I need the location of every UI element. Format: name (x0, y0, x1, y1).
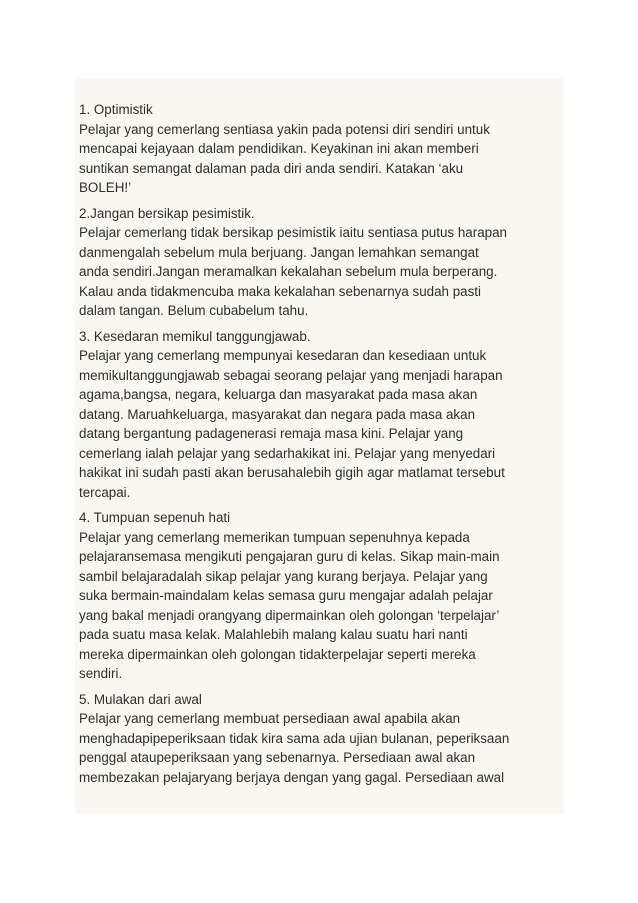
section-1 (79, 100, 564, 198)
paragraph-line: suka bermain-maindalam kelas semasa guru mengajar adalah pelajar (79, 588, 493, 603)
paragraph-line: Pelajar yang cemerlang sentiasa yakin pada potensi diri sendiri untuk (79, 121, 490, 137)
paragraph-line: penggal ataupeperiksaan yang sebenarnya. Persediaan awal akan (79, 750, 476, 765)
paragraph-line: memikultanggungjawab sebagai seorang pelajar yang menjadi harapan (79, 367, 503, 383)
section-3 (79, 327, 564, 503)
section-2 (79, 204, 564, 321)
section-heading: 5. Mulakan dari awal (79, 691, 202, 707)
paragraph-line: menghadapipeperiksaan tidak kira sama ada ujian bulanan, peperiksaan (79, 730, 510, 746)
paragraph-line: mencapai kejayaan dalam pendidikan. Keyakinan ini akan memberi (79, 141, 479, 156)
paragraph-line: BOLEH!’ (79, 180, 132, 195)
paragraph-line: Kalau anda tidakmencuba maka kekalahan sebenarnya sudah pasti (79, 283, 481, 299)
section-heading: 2.Jangan bersikap pesimistik. (79, 205, 255, 221)
paragraph-line: pada suatu masa kelak. Malahlebih malang kalau suatu hari nanti (79, 627, 468, 642)
paragraph-line: sambil belajaradalah sikap pelajar yang kurang berjaya. Pelajar yang (79, 568, 488, 584)
paragraph-line: anda sendiri.Jangan meramalkan kekalahan sebelum mula berperang. (79, 264, 498, 279)
paragraph-line: hakikat ini sudah pasti akan berusahalebih gigih agar matlamat tersebut (79, 465, 505, 480)
paragraph-line: tercapai. (79, 484, 131, 500)
section-5 (79, 690, 564, 788)
paragraph-line: dalam tangan. Belum cubabelum tahu. (79, 303, 309, 318)
paragraph-line: cemerlang ialah pelajar yang sedarhakikat ini. Pelajar yang menyedari (79, 445, 496, 461)
paragraph-line: Pelajar yang cemerlang membuat persediaan awal apabila akan (79, 711, 461, 726)
section-heading: 1. Optimistik (79, 102, 153, 117)
paragraph-line: agama,bangsa, negara, keluarga dan masyarakat pada masa akan (79, 387, 478, 402)
paragraph-line: danmengalah sebelum mula berjuang. Jangan lemahkan semangat (79, 244, 479, 260)
paragraph-line: datang bergantung padagenerasi remaja masa kini. Pelajar yang (79, 426, 464, 441)
section-heading: 3. Kesedaran memikul tanggungjawab. (79, 328, 311, 344)
section-heading: 4. Tumpuan sepenuh hati (79, 510, 231, 525)
paragraph-line: Pelajar yang cemerlang memerikan tumpuan sepenuhnya kepada (79, 529, 470, 545)
paragraph-line: datang. Maruahkeluarga, masyarakat dan negara pada masa akan (79, 406, 476, 422)
paragraph-line: membezakan pelajaryang berjaya dengan yang gagal. Persediaan awal (79, 769, 505, 785)
paragraph-line: Pelajar yang cemerlang mempunyai kesedaran dan kesediaan untuk (79, 348, 487, 363)
paragraph-line: suntikan semangat dalaman pada diri anda sendiri. Katakan ‘aku (79, 160, 464, 176)
document-body (79, 100, 564, 793)
paragraph-line: yang bakal menjadi orangyang dipermainkan oleh golongan ‘terpelajar’ (79, 607, 500, 623)
section-4 (79, 508, 564, 684)
paragraph-line: Pelajar cemerlang tidak bersikap pesimistik iaitu sentiasa putus harapan (79, 225, 507, 240)
paragraph-line: sendiri. (79, 666, 123, 681)
paragraph-line: mereka dipermainkan oleh golongan tidakterpelajar seperti mereka (79, 646, 476, 662)
paragraph-line: pelajaransemasa mengikuti pengajaran guru di kelas. Sikap main-main (79, 549, 500, 564)
document-page (75, 78, 564, 814)
